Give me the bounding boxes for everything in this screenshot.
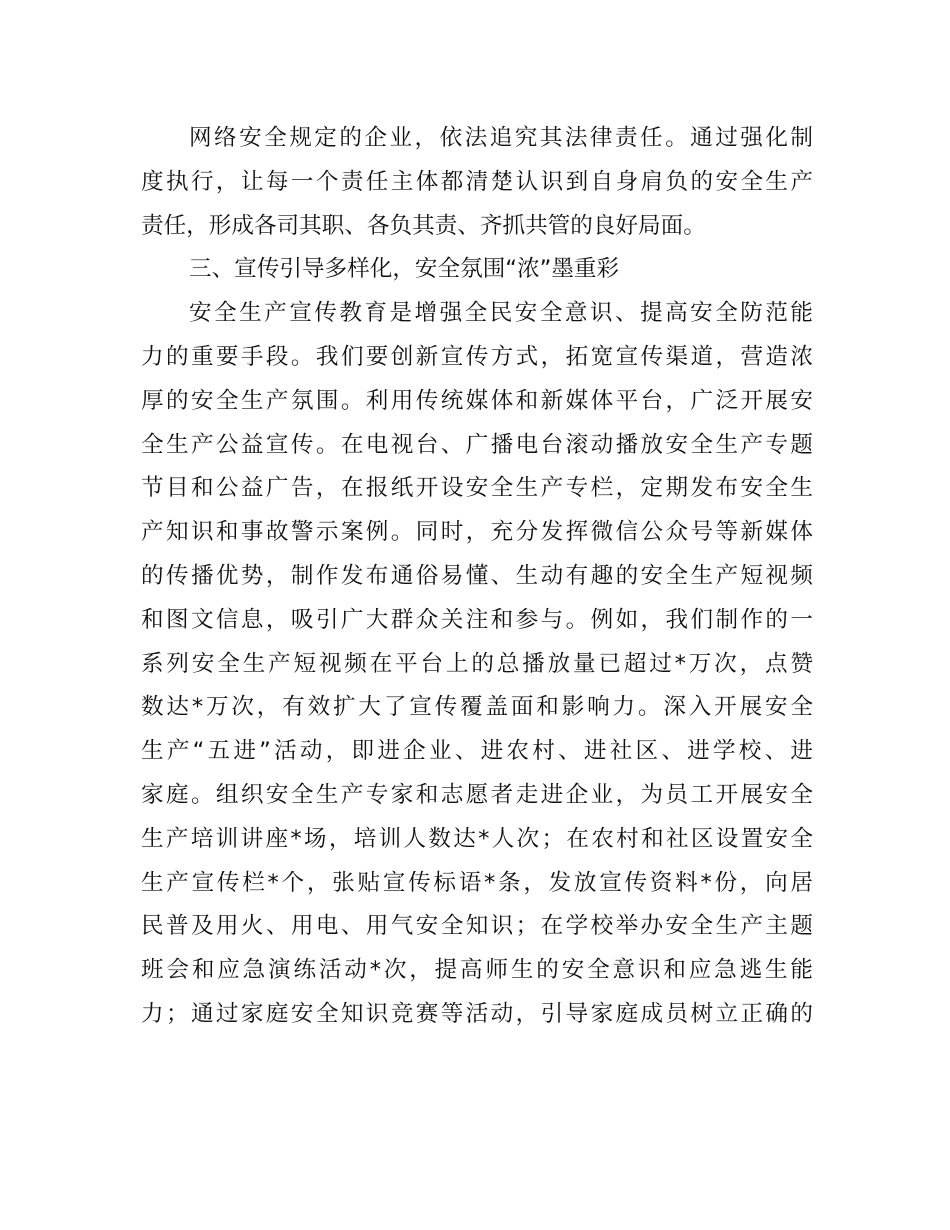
text-line: 力；通过家庭安全知识竞赛等活动，引导家庭成员树立正确的 (141, 1000, 813, 1027)
text-line: 的传播优势，制作发布通俗易懂、生动有趣的安全生产短视频 (141, 562, 813, 589)
text-line: 安全生产宣传教育是增强全民安全意识、提高安全防范能 (189, 300, 813, 327)
text-line: 班会和应急演练活动*次，提高师生的安全意识和应急逃生能 (141, 957, 813, 984)
text-line: 和图文信息，吸引广大群众关注和参与。例如，我们制作的一 (141, 606, 813, 633)
document-body (141, 117, 813, 1037)
text-line: 生产宣传栏*个，张贴宣传标语*条，发放宣传资料*份，向居 (141, 869, 813, 896)
text-line: 产知识和事故警示案例。同时，充分发挥微信公众号等新媒体 (141, 519, 813, 546)
text-line: 厚的安全生产氛围。利用传统媒体和新媒体平台，广泛开展安 (141, 387, 813, 414)
paragraph-publicity (141, 292, 813, 1037)
text-line: 度执行，让每一个责任主体都清楚认识到自身肩负的安全生产 (141, 168, 813, 195)
text-line: 全生产公益宣传。在电视台、广播电台滚动播放安全生产专题 (141, 431, 813, 458)
text-line: 生产培训讲座*场，培训人数达*人次；在农村和社区设置安全 (141, 825, 813, 852)
text-line: 生产“五进”活动，即进企业、进农村、进社区、进学校、进 (141, 738, 813, 765)
text-line: 责任，形成各司其职、各负其责、齐抓共管的良好局面。 (141, 212, 706, 239)
section-heading: 三、宣传引导多样化，安全氛围“浓”墨重彩 (189, 256, 620, 283)
text-line: 力的重要手段。我们要创新宣传方式，拓宽宣传渠道，营造浓 (141, 343, 813, 370)
text-line: 民普及用火、用电、用气安全知识；在学校举办安全生产主题 (141, 913, 813, 940)
paragraph-continuation (141, 117, 813, 248)
text-line: 节目和公益广告，在报纸开设安全生产专栏，定期发布安全生 (141, 475, 813, 502)
text-line: 系列安全生产短视频在平台上的总播放量已超过*万次，点赞 (141, 650, 813, 677)
text-line: 数达*万次，有效扩大了宣传覆盖面和影响力。深入开展安全 (141, 694, 813, 721)
text-line: 家庭。组织安全生产专家和志愿者走进企业，为员工开展安全 (141, 781, 813, 808)
text-line: 网络安全规定的企业，依法追究其法律责任。通过强化制 (189, 125, 813, 151)
